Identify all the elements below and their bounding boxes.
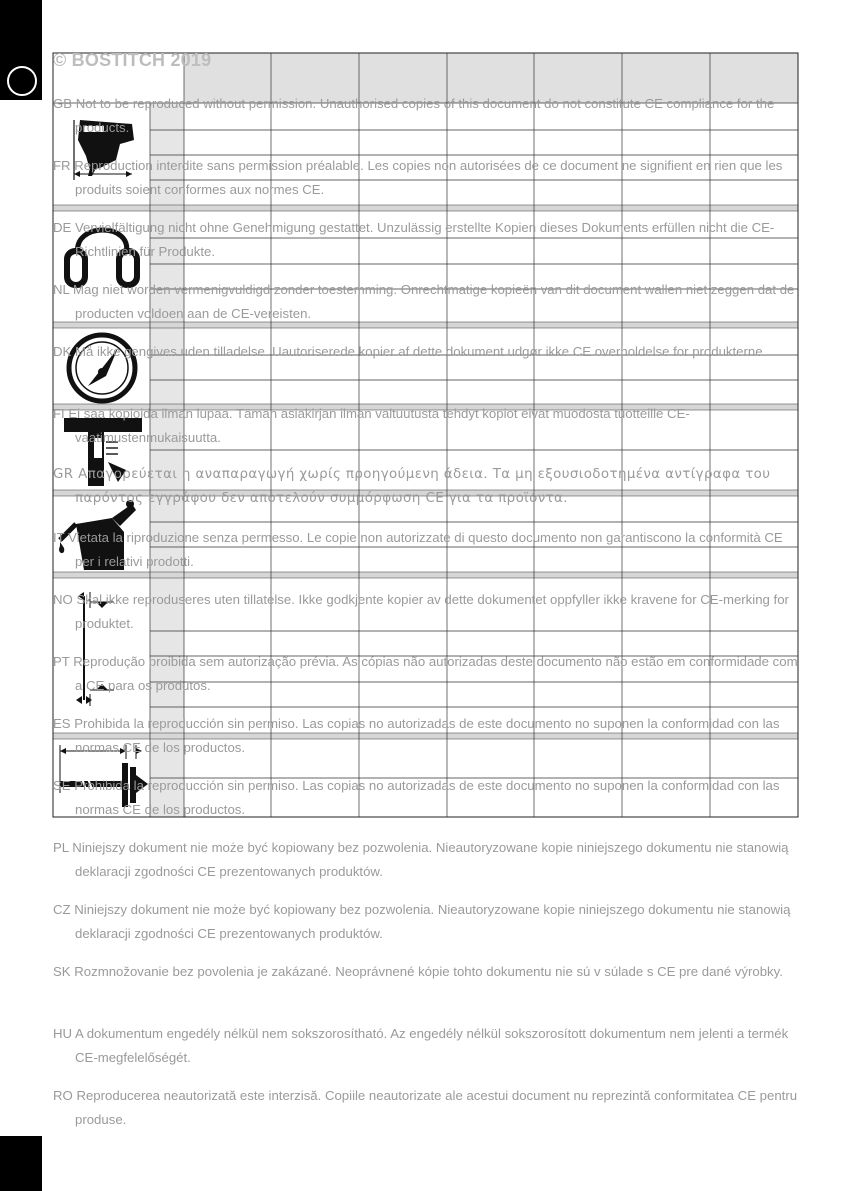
notice-se: SE Prohibida la reproducción sin permiso. Las copias no autorizadas de este documento no suponen la conformidad con las normas CE de los productos.	[53, 778, 780, 817]
notice-gb: GB Not to be reproduced without permission. Unauthorised copies of this document do not constitute CE compliance for the products.	[53, 96, 775, 135]
notice-es: ES Prohibida la reproducción sin permiso. Las copias no autorizadas de este documento no suponen la conformidad con las normas CE de los productos.	[53, 716, 780, 755]
notice-dk: DK Må ikke gengives uden tilladelse. Uautoriserede kopier af dette dokument udgør ikke CE overholdelse for produkterne.	[53, 344, 767, 359]
copyright-notice: © BOSTITCH 2019	[53, 50, 212, 70]
notice-de: DE Vervielfältigung nicht ohne Genehmigung gestattet. Unzulässig erstellte Kopien dieses Dokuments erfüllen nicht die CE-Richtlinien für Produkte.	[53, 220, 775, 259]
notice-gr: GR Απαγορεύεται η αναπαραγωγή χωρίς προηγούμενη άδεια. Τα μη εξουσιοδοτημένα αντίγραφα του παρόντος εγγράφου δεν αποτελούν συμμόρφωση CE για τα προϊόντα.	[53, 467, 771, 506]
notice-hu: HU A dokumentum engedély nélkül nem sokszorosítható. Az engedély nélkül sokszorosított dokumentum nem jelenti a termék CE-megfelelőségét.	[53, 1026, 789, 1065]
notice-cz: CZ Niniejszy dokument nie może być kopiowany bez pozwolenia. Nieautoryzowane kopie niniejszego dokumentu nie stanowią deklaracji zgodności CE prezentowanych produktów.	[53, 902, 791, 941]
notice-fi: FI Ei saa kopioida ilman lupaa. Tämän asiakirjan ilman valtuutusta tehdyt kopiot eivät muodosta tuotteille CE-vaatimustenmukaisuutta.	[53, 406, 690, 445]
notice-ro: RO Reproducerea neautorizată este interzisă. Copiile neautorizate ale acestui document nu reprezintă conformitatea CE pentru produse.	[53, 1088, 798, 1127]
notice-pl: PL Niniejszy dokument nie może być kopiowany bez pozwolenia. Nieautoryzowane kopie niniejszego dokumentu nie stanowią deklaracji zgodności CE prezentowanych produktów.	[53, 840, 789, 879]
section-separator	[53, 205, 798, 211]
notice-fr: FR Reproduction interdite sans permission préalable. Les copies non autorisées de ce document ne signifient en rien que les produits soient conformes aux normes CE.	[53, 158, 783, 197]
notice-pt: PT Reprodução proibida sem autorização prévia. As cópias não autorizadas deste documento não estão em conformidade com a CE para os produtos.	[53, 654, 798, 693]
notice-sk: SK Rozmnožovanie bez povolenia je zakázané. Neoprávnené kópie tohto dokumentu nie sú v súlade s CE pre dané výrobky.	[53, 964, 783, 979]
notice-no: NO Skal ikke reproduseres uten tillatelse. Ikke godkjente kopier av dette dokumentet oppfyller ikke kravene for CE-merking for produktet.	[53, 592, 789, 631]
notice-it: IT Vietata la riproduzione senza permesso. Le copie non autorizzate di questo documento non garantiscono la conformità CE per i relativi prodotti.	[53, 530, 783, 569]
notice-nl: NL Mag niet worden vermenigvuldigd zonder toestemming. Onrechtmatige kopieën van dit document wallen niet zeggen dat de producten voldoen aan de CE-vereisten.	[53, 282, 795, 321]
